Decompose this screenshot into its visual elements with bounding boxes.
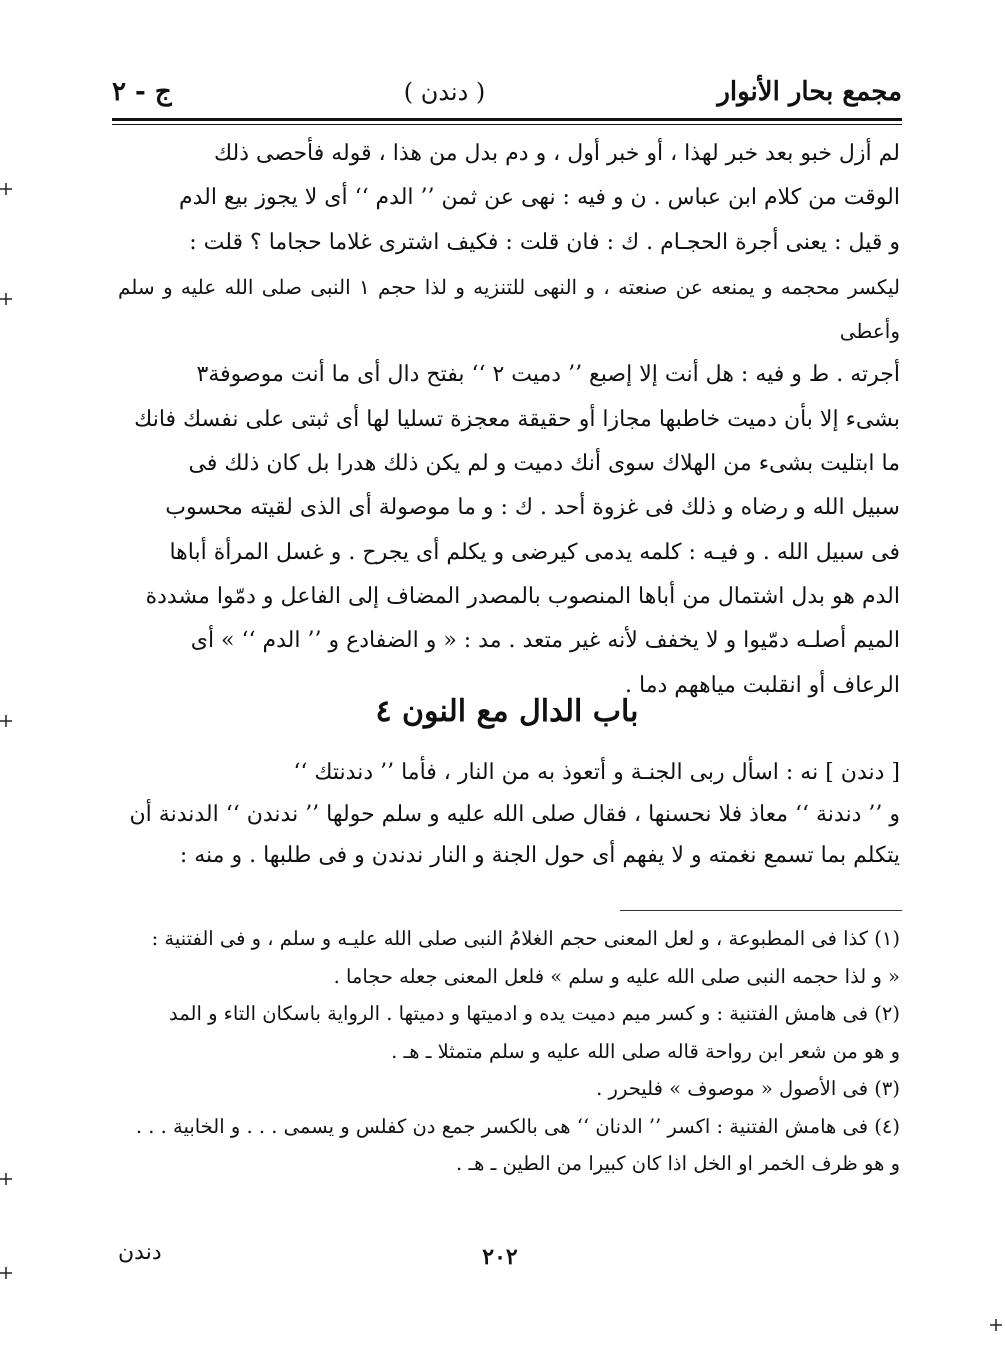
text-line: [ دندن ] نه : اسأل ربى الجنـة و أتعوذ به من النار ، فأما ’’ دندنتك ‘‘: [293, 760, 900, 785]
registration-mark-icon: [990, 1316, 1002, 1328]
footnote-line: و هو من شعر ابن رواحة قاله صلى الله عليه و سلم متمثلا ـ هـ .: [391, 1039, 900, 1063]
footnote-line: (٢) فى هامش الفتنية : و كسر ميم دميت يده و ادميتها و دميتها . الرواية باسكان التاء و المد: [169, 1002, 900, 1025]
footnote-line: (٤) فى هامش الفتنية : اكسر ’’ الدنان ‘‘ هى بالكسر جمع دن كفلس و يسمى . . . و الخابية . . .: [135, 1114, 900, 1138]
page-number: ٢٠٢: [482, 1244, 518, 1270]
text-line: الوقت من كلام ابن عباس . ن و فيه : نهى عن ثمن ’’ الدم ‘‘ أى لا يجوز بيع الدم: [178, 185, 900, 211]
registration-mark-icon: [0, 1264, 12, 1276]
text-line: يتكلم بما تسمع نغمته و لا يفهم أى حول الجنة و النار ندندن و فى طلبها . و منه :: [179, 843, 900, 868]
text-line: و قيل : يعنى أجرة الحجـام . ك : فان قلت : فكيف اشترى غلاما حجاما ؟ قلت :: [189, 229, 900, 255]
registration-mark-icon: [0, 712, 12, 724]
footnote-line: و هو ظرف الخمر او الخل اذا كان كبيرا من الطين ـ هـ .: [456, 1152, 900, 1175]
running-header: [112, 70, 902, 114]
text-line: الدم هو بدل اشتمال من أباها المنصوب بالمصدر المضاف إلى الفاعل و دمّوا مشددة: [145, 583, 900, 609]
footnotes: [118, 920, 900, 1183]
text-line: بشىء إلا بأن دميت خاطبها مجازا أو حقيقة معجزة تسليا لها أى ثبتى على نفسك فانك: [134, 406, 900, 432]
text-line: لم أزل خبو بعد خبر لهذا ، أو خبر أول ، و دم بدل من هذا ، قوله فأحصى ذلك: [214, 141, 900, 166]
text-line: الرعاف أو انقلبت مياههم دما .: [625, 672, 900, 698]
registration-mark-icon: [0, 1170, 12, 1182]
catchword: دندن: [118, 1240, 162, 1265]
text-line: ما ابتليت بشىء من الهلاك سوى أنك دميت و لم يكن ذلك هدرا بل كان ذلك فى: [188, 451, 900, 477]
registration-mark-icon: [0, 180, 12, 192]
footnote-line: (١) كذا فى المطبوعة ، و لعل المعنى حجم الغلامُ النبى صلى الله عليـه و سلم ، و فى الفتنية :: [151, 927, 900, 950]
text-line: و ’’ دندنة ‘‘ معاذ فلا نحسنها ، فقال صلى الله عليه و سلم حولها ’’ ندندن ‘‘ الدندنة أن: [129, 801, 900, 827]
volume-label: ج - ٢: [112, 77, 172, 107]
text-line: ليكسر محجمه و يمنعه عن صنعته ، و النهى للتنزيه و لذا حجم ١ النبى صلى الله عليه و سلم وأعطى: [118, 274, 901, 344]
header-rule-thick: [112, 118, 902, 121]
text-line: أجرته . ط و فيه : هل أنت إلا إصبع ’’ دميت ٢ ‘‘ بفتح دال أى ما أنت موصوفة٣: [196, 362, 900, 388]
text-line: الميم أصلـه دمّيوا و لا يخفف لأنه غير متعد . مد : « و الضفادع و ’’ الدم ‘‘ » أى: [190, 628, 900, 654]
section-heading: باب الدال مع النون ٤: [375, 694, 639, 729]
registration-mark-icon: [0, 290, 12, 302]
section-text: [118, 752, 900, 877]
text-line: فى سبيل الله . و فيـه : كلمه يدمى كيرضى و يكلم أى يجرح . و غسل المرأة أباها: [169, 539, 900, 565]
footnote-line: « و لذا حجمه النبى صلى الله عليه و سلم » فلعل المعنى جعله حجاما .: [333, 964, 900, 988]
main-text: [118, 132, 900, 708]
footnote-line: (٣) فى الأصول « موصوف » فليحرر .: [596, 1077, 900, 1100]
entry-word: ( دندن ): [403, 78, 486, 106]
header-rule-thin: [112, 124, 902, 125]
text-line: سبيل الله و رضاه و ذلك فى غزوة أحد . ك : و ما موصولة أى الذى لقيته محسوب: [165, 495, 900, 521]
book-title: مجمع بحار الأنوار: [717, 77, 902, 107]
footnote-separator: [620, 910, 902, 911]
